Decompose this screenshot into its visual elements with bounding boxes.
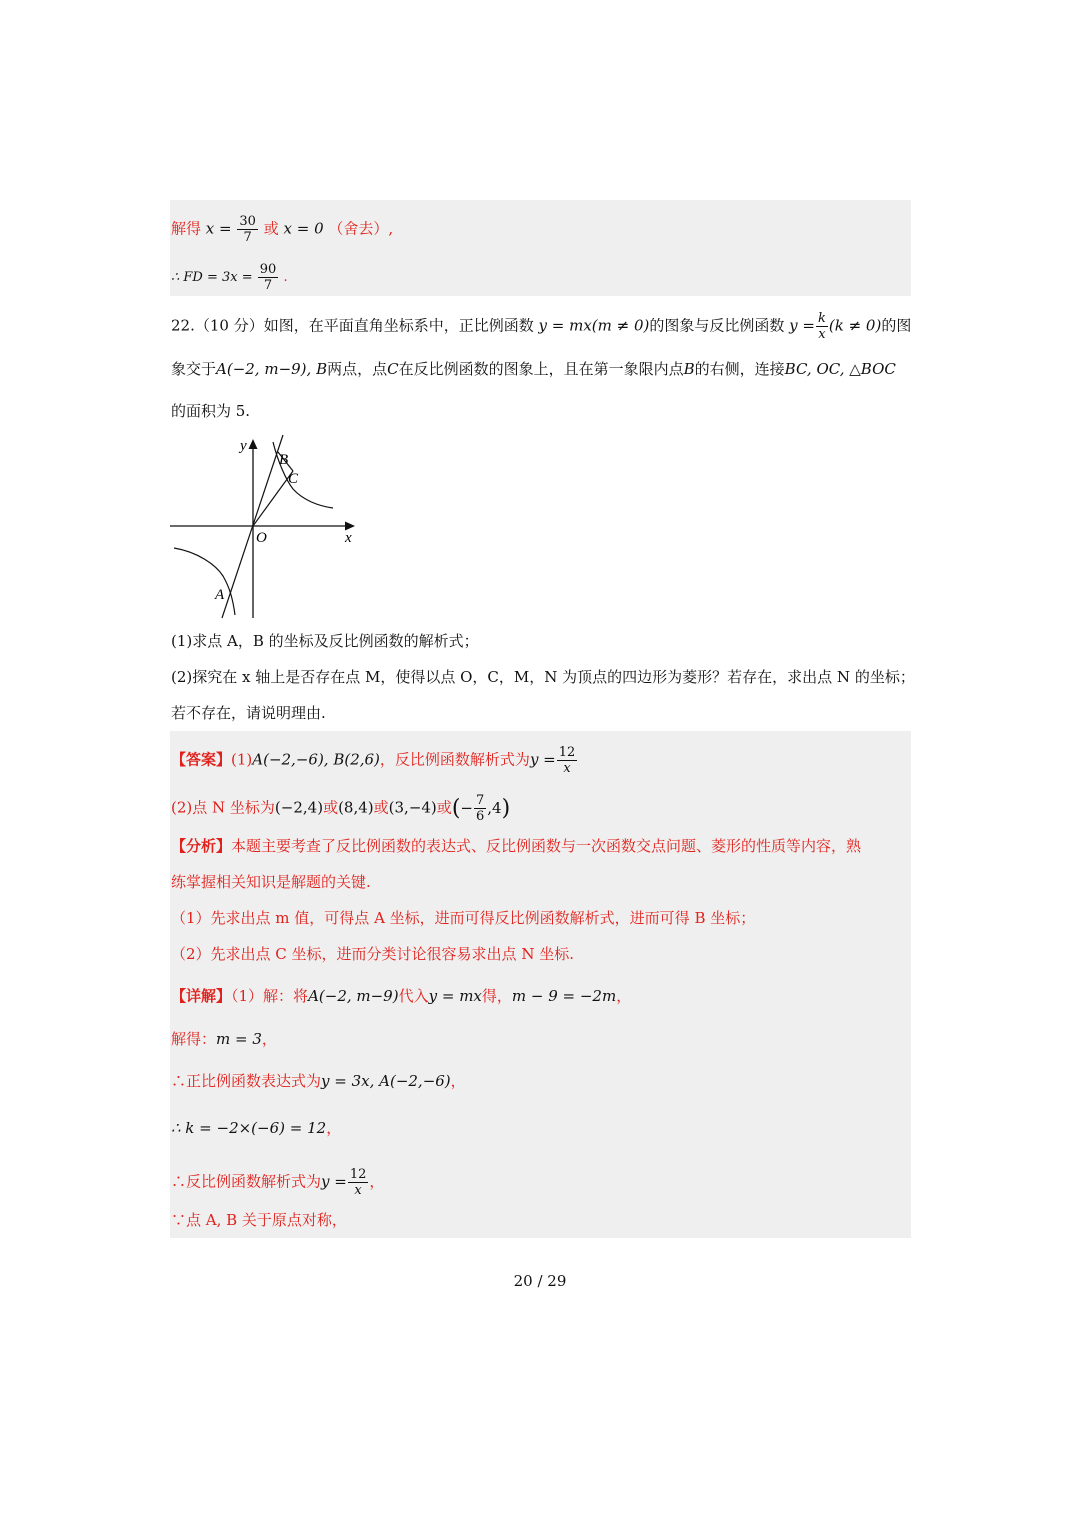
- label-y: y: [240, 438, 247, 454]
- label-a: A: [215, 587, 225, 603]
- segment-oc: [253, 471, 293, 526]
- page-number: 20 / 29: [513, 1272, 567, 1290]
- label-x: x: [345, 530, 352, 546]
- answer-line-1: 【答案】(1)A(−2,−6), B(2,6)，反比例函数解析式为y = $\frac{12}{x}$: [171, 745, 576, 776]
- triangle-boc: △BOC: [849, 360, 896, 378]
- subquestion-2: (2)探究在 x 轴上是否存在点 M，使得以点 O，C，M，N 为顶点的四边形为菱形？若存在，求出点 N 的坐标；: [171, 668, 915, 686]
- detail-line-2: 解得：m = 3，: [171, 1030, 277, 1048]
- points-a-b: A(−2,−6), B(2,6): [252, 750, 380, 769]
- linear-function: y = mx: [538, 316, 592, 335]
- fraction-30-7: $\frac{30}{7}$: [239, 214, 256, 245]
- detail-tag: 【详解】: [171, 987, 232, 1005]
- answer-line-2: (2)点 N 坐标为(−2,4)或(8,4)或(3,−4)或(− $\frac{7}{6}$ ,4): [171, 793, 511, 824]
- or-text: 或: [263, 219, 279, 238]
- detail-line-6: ∵点 A, B 关于原点对称，: [171, 1211, 347, 1229]
- detail-line-3: ∴正比例函数表达式为y = 3x, A(−2,−6)，: [171, 1072, 466, 1090]
- analysis-step-2: （2）先求出点 C 坐标，进而分类讨论很容易求出点 N 坐标.: [171, 945, 574, 963]
- fraction-90-7: $\frac{90}{7}$: [259, 262, 277, 293]
- solution-line-1: [171, 214, 393, 245]
- label-o: O: [256, 530, 267, 546]
- label-b: B: [279, 452, 289, 468]
- question-line-2: 象交于A(−2, m−9), B两点，点C在反比例函数的图象上，且在第一象限内点B的右侧，连接BC, OC, △BOC: [171, 360, 896, 378]
- solve-prefix: 解得: [171, 219, 202, 238]
- y-axis-arrow: [249, 439, 258, 449]
- analysis-line-1: 【分析】本题主要考查了反比例函数的表达式、反比例函数与一次函数交点问题、菱形的性质等内容，熟: [171, 837, 862, 855]
- question-points: （10 分）: [194, 316, 264, 335]
- solution-line-2: ∴ FD = 3x = $\frac{90}{7}$ .: [171, 262, 288, 293]
- fraction-12-x-detail: $\frac{12}{x}$: [349, 1167, 367, 1198]
- fraction-12-x: $\frac{12}{x}$: [558, 745, 576, 776]
- detail-line-1: 【详解】（1）解：将A(−2, m−9)代入y = mx得，m − 9 = −2m，: [171, 987, 632, 1005]
- x-zero: x = 0: [283, 219, 324, 238]
- fraction-k-x: $\frac{k}{x}$: [817, 311, 826, 342]
- question-number: 22.: [171, 316, 195, 335]
- analysis-tag: 【分析】: [171, 837, 232, 855]
- label-c: C: [288, 471, 299, 487]
- point-a-expr: A(−2, m−9), B: [216, 360, 328, 378]
- fd-eq: ∴ FD = 3x =: [171, 270, 253, 285]
- subquestion-2-cont: 若不存在，请说明理由.: [171, 704, 326, 722]
- discard-text: （舍去）,: [328, 219, 394, 238]
- detail-line-4: ∴ k = −2×(−6) = 12，: [171, 1119, 342, 1137]
- subquestion-1: (1)求点 A，B 的坐标及反比例函数的解析式；: [171, 632, 479, 650]
- answer-tag: 【答案】: [171, 750, 232, 769]
- analysis-step-1: （1）先求出点 m 值，可得点 A 坐标，进而可得反比例函数解析式，进而可得 B 坐标；: [171, 909, 756, 927]
- fraction-7-6: $\frac{7}{6}$: [475, 793, 485, 824]
- question-line-1: 22.（10 分）如图，在平面直角坐标系中，正比例函数 y = mx(m ≠ 0)的图象与反比例函数 y = $\frac{k}{x}$ (k ≠ 0)的图: [171, 311, 912, 342]
- analysis-line-2: 练掌握相关知识是解题的关键.: [171, 873, 371, 891]
- coordinate-graph: [168, 432, 363, 622]
- detail-line-5: ∴反比例函数解析式为y = $\frac{12}{x}$ ，: [171, 1167, 385, 1198]
- question-line-3: 的面积为 5.: [171, 402, 251, 420]
- x-eq: x =: [205, 219, 232, 238]
